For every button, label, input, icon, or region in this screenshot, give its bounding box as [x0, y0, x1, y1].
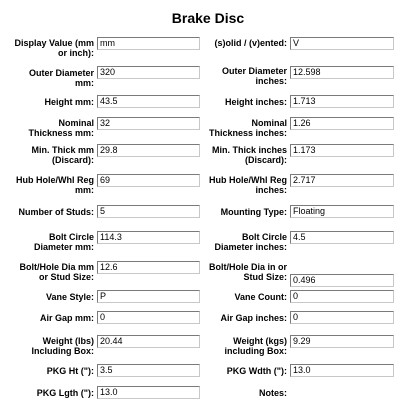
vane-style-field[interactable]: P — [97, 290, 200, 303]
label-bolt-hole-inches: Bolt/Hole Dia in or Stud Size: — [208, 262, 287, 282]
label-bolt-hole-mm: Bolt/Hole Dia mm or Stud Size: — [19, 262, 94, 282]
vane-count-field[interactable]: 0 — [290, 290, 394, 303]
label-pkg-width: PKG Wdth ("): — [226, 366, 287, 376]
solid-vented-field[interactable]: V — [290, 37, 394, 50]
label-bolt-circle-inches: Bolt Circle Diameter inches: — [214, 232, 287, 252]
air-gap-inches-field[interactable]: 0 — [290, 311, 394, 324]
number-of-studs-field[interactable]: 5 — [97, 205, 200, 218]
bolt-hole-inches-field[interactable]: 0.496 — [290, 274, 394, 287]
display-value-field[interactable]: mm — [97, 37, 200, 50]
bolt-circle-mm-field[interactable]: 114.3 — [97, 231, 200, 244]
hub-hole-mm-field[interactable]: 69 — [97, 174, 200, 187]
label-bolt-circle-mm: Bolt Circle Diameter mm: — [33, 232, 94, 252]
label-number-of-studs: Number of Studs: — [18, 207, 94, 217]
label-mounting-type: Mounting Type: — [220, 207, 287, 217]
bolt-hole-mm-field[interactable]: 12.6 — [97, 261, 200, 274]
label-height-mm: Height mm: — [44, 97, 94, 107]
label-air-gap-inches: Air Gap inches: — [220, 313, 287, 323]
mounting-type-field[interactable]: Floating — [290, 205, 394, 218]
label-weight-lbs: Weight (lbs) Including Box: — [31, 336, 94, 356]
page-title: Brake Disc — [171, 10, 245, 26]
min-thick-mm-field[interactable]: 29.8 — [97, 144, 200, 157]
hub-hole-inches-field[interactable]: 2.717 — [290, 174, 394, 187]
label-display-value: Display Value (mm or inch): — [14, 38, 94, 58]
height-inches-field[interactable]: 1.713 — [290, 95, 394, 108]
label-pkg-height: PKG Ht ("): — [46, 366, 94, 376]
outer-diameter-inches-field[interactable]: 12.598 — [290, 66, 394, 79]
nominal-thickness-mm-field[interactable]: 32 — [97, 117, 200, 130]
label-height-inches: Height inches: — [224, 97, 287, 107]
outer-diameter-mm-field[interactable]: 320 — [97, 66, 200, 79]
label-min-thick-inches: Min. Thick inches (Discard): — [211, 145, 287, 165]
air-gap-mm-field[interactable]: 0 — [97, 311, 200, 324]
label-outer-diameter-mm: Outer Diameter mm: — [28, 68, 94, 88]
label-weight-kgs: Weight (kgs) including Box: — [224, 336, 287, 356]
weight-lbs-field[interactable]: 20.44 — [97, 335, 200, 348]
height-mm-field[interactable]: 43.5 — [97, 95, 200, 108]
label-solid-vented: (s)olid / (v)ented: — [214, 38, 287, 48]
nominal-thickness-inches-field[interactable]: 1.26 — [290, 117, 394, 130]
label-pkg-length: PKG Lgth ("): — [36, 388, 94, 398]
pkg-height-field[interactable]: 3.5 — [97, 364, 200, 377]
label-nominal-thickness-mm: Nominal Thickness mm: — [28, 118, 94, 138]
pkg-length-field[interactable]: 13.0 — [97, 386, 200, 399]
label-min-thick-mm: Min. Thick mm (Discard): — [31, 145, 94, 165]
label-outer-diameter-inches: Outer Diameter inches: — [221, 66, 287, 86]
weight-kgs-field[interactable]: 9.29 — [290, 335, 394, 348]
min-thick-inches-field[interactable]: 1.173 — [290, 144, 394, 157]
label-hub-hole-inches: Hub Hole/Whl Reg inches: — [209, 175, 287, 195]
label-air-gap-mm: Air Gap mm: — [39, 313, 94, 323]
bolt-circle-inches-field[interactable]: 4.5 — [290, 231, 394, 244]
label-notes: Notes: — [258, 388, 287, 398]
label-hub-hole-mm: Hub Hole/Whl Reg mm: — [16, 175, 94, 195]
label-vane-count: Vane Count: — [234, 292, 287, 302]
pkg-width-field[interactable]: 13.0 — [290, 364, 394, 377]
label-nominal-thickness-inches: Nominal Thickness inches: — [208, 118, 287, 138]
label-vane-style: Vane Style: — [45, 292, 94, 302]
